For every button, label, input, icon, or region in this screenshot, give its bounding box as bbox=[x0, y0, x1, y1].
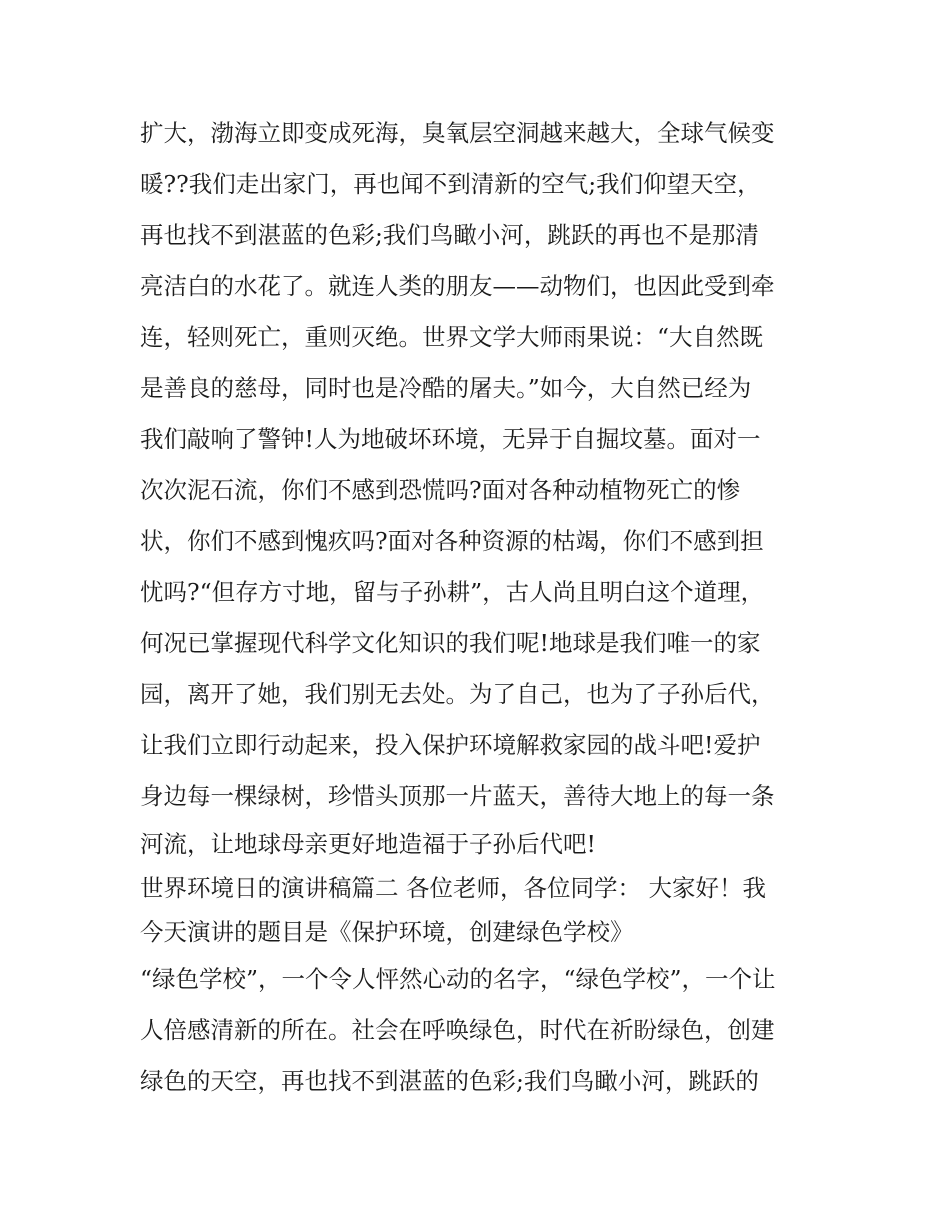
text-line-4: 亮洁白的水花了。就连人类的朋友——动物们，也因此受到牵 bbox=[140, 272, 775, 300]
text-line-9: 状，你们不感到愧疚吗?面对各种资源的枯竭，你们不感到担 bbox=[140, 527, 764, 555]
text-line-15: 河流，让地球母亲更好地造福于子孙后代吧! bbox=[140, 830, 596, 858]
text-line-20: 绿色的天空，再也找不到湛蓝的色彩;我们鸟瞰小河，跳跃的 bbox=[140, 1067, 759, 1095]
text-line-3: 再也找不到湛蓝的色彩;我们鸟瞰小河，跳跃的再也不是那清 bbox=[140, 221, 759, 249]
text-line-14: 身边每一棵绿树，珍惜头顶那一片蓝天，善待大地上的每一条 bbox=[140, 782, 775, 810]
text-line-8: 次次泥石流，你们不感到恐慌吗?面对各种动植物死亡的惨 bbox=[140, 476, 741, 504]
text-line-12: 园，离开了她，我们别无去处。为了自己，也为了子孙后代， bbox=[140, 680, 775, 708]
text-line-18: “绿色学校”，一个令人怦然心动的名字，“绿色学校”，一个让 bbox=[140, 965, 776, 993]
text-line-11: 何况已掌握现代科学文化知识的我们呢!地球是我们唯一的家 bbox=[140, 629, 761, 657]
section-heading-line-1: 世界环境日的演讲稿篇二 各位老师，各位同学： 大家好！我 bbox=[140, 874, 766, 902]
document-body bbox=[140, 108, 820, 1107]
text-line-7: 我们敲响了警钟!人为地破坏环境，无异于自掘坟墓。面对一 bbox=[140, 425, 761, 453]
text-line-1: 扩大，渤海立即变成死海，臭氧层空洞越来越大，全球气候变 bbox=[140, 119, 775, 147]
section-heading-line-2: 今天演讲的题目是《保护环境，创建绿色学校》 bbox=[140, 918, 634, 946]
text-line-19: 人倍感清新的所在。社会在呼唤绿色，时代在祈盼绿色，创建 bbox=[140, 1016, 775, 1044]
text-line-2: 暖??我们走出家门，再也闻不到清新的空气;我们仰望天空， bbox=[140, 170, 761, 198]
text-line-13: 让我们立即行动起来，投入保护环境解救家园的战斗吧!爱护 bbox=[140, 731, 761, 759]
text-line-5: 连，轻则死亡，重则灭绝。世界文学大师雨果说：“大自然既 bbox=[140, 323, 764, 351]
text-line-10: 忧吗?“但存方寸地，留与子孙耕”，古人尚且明白这个道理， bbox=[140, 578, 765, 606]
text-line-6: 是善良的慈母，同时也是冷酷的屠夫。”如今，大自然已经为 bbox=[140, 374, 752, 402]
